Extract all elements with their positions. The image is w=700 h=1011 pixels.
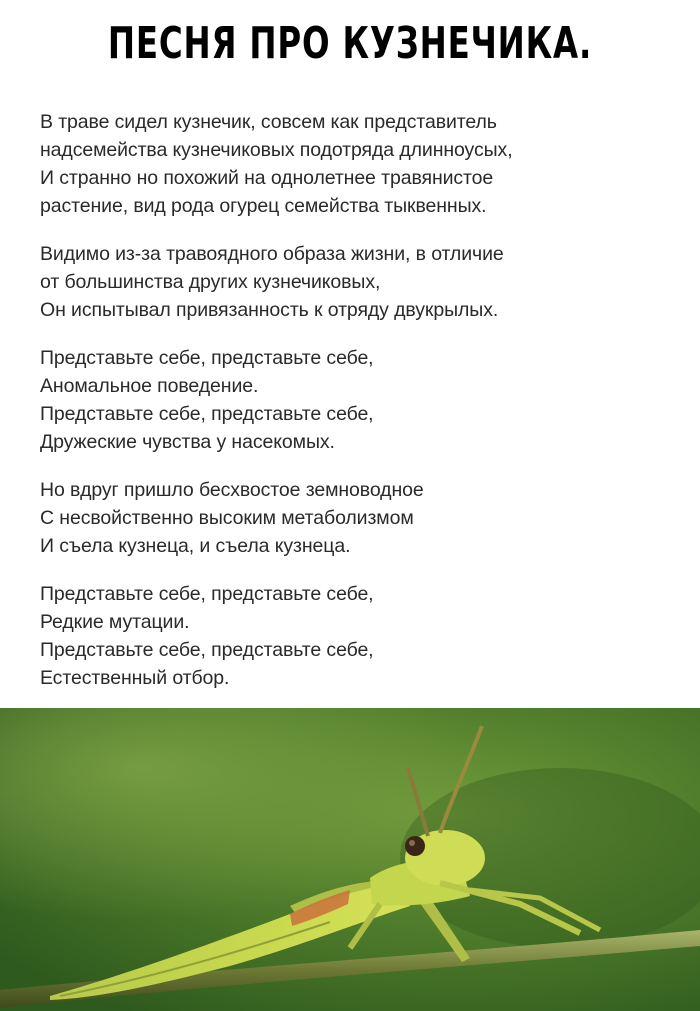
poem-line: Он испытывал привязанность к отряду двукрылых.: [40, 299, 499, 321]
poem-line: Но вдруг пришло бесхвостое земноводное: [40, 479, 424, 501]
poem-line: Редкие мутации.: [40, 611, 190, 633]
poem-line: И съела кузнеца, и съела кузнеца.: [40, 535, 351, 557]
poem-line: надсемейства кузнечиковых подотряда длинноусых,: [40, 139, 513, 161]
stanza-2: [40, 240, 680, 324]
stanza-4: [40, 476, 680, 560]
poem-line: Представьте себе, представьте себе,: [40, 583, 374, 605]
poem-line: В траве сидел кузнечик, совсем как представитель: [40, 111, 497, 133]
poem-line: Представьте себе, представьте себе,: [40, 347, 374, 369]
stanza-1: [40, 108, 680, 220]
poem-line: Естественный отбор.: [40, 667, 230, 689]
poem-line: Представьте себе, представьте себе,: [40, 639, 374, 661]
poem-line: растение, вид рода огурец семейства тыквенных.: [40, 195, 487, 217]
page-title: ПЕСНЯ ПРО КУЗНЕЧИКА.: [107, 18, 593, 69]
poem-line: С несвойственно высоким метаболизмом: [40, 507, 414, 529]
poem-line: Дружеские чувства у насекомых.: [40, 431, 335, 453]
poem-text: [40, 108, 680, 712]
poem-line: Аномальное поведение.: [40, 375, 259, 397]
stanza-3: [40, 344, 680, 456]
poem-line: Представьте себе, представьте себе,: [40, 403, 374, 425]
poem-line: И странно но похожий на однолетнее травянистое: [40, 167, 494, 189]
grasshopper-photo: [0, 708, 700, 1011]
poem-line: Видимо из-за травоядного образа жизни, в отличие: [40, 243, 504, 265]
poem-line: от большинства других кузнечиковых,: [40, 271, 381, 293]
stanza-5: [40, 580, 680, 692]
